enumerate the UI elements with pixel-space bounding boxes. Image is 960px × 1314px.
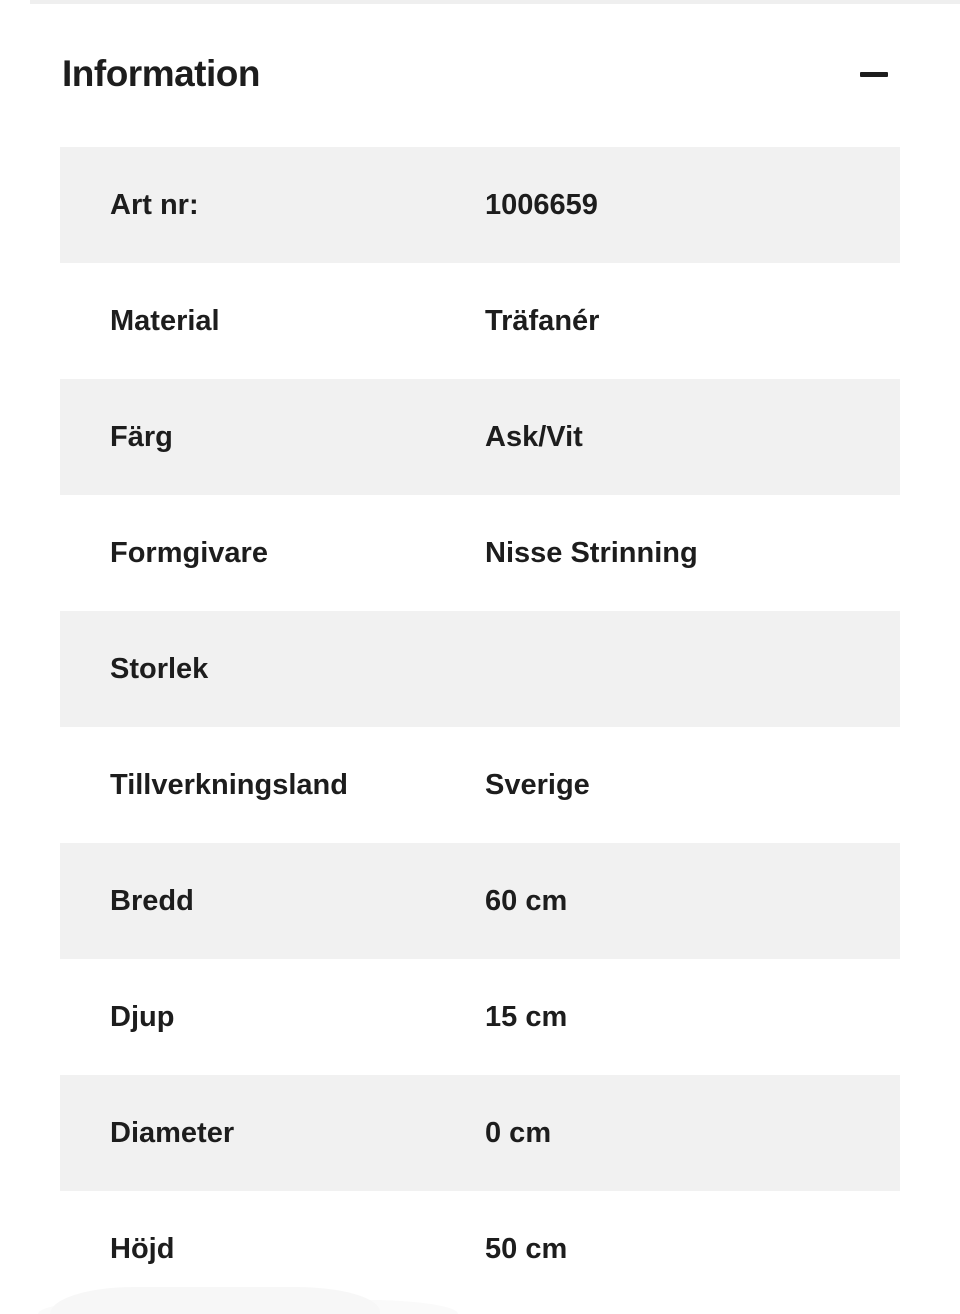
row-label: Formgivare	[110, 536, 268, 569]
row-label: Material	[110, 304, 220, 337]
next-section-edge	[50, 1287, 380, 1314]
row-value: 15 cm	[485, 1000, 568, 1033]
table-row	[60, 843, 900, 959]
table-row	[60, 727, 900, 843]
table-row	[60, 611, 900, 727]
row-value: 60 cm	[485, 884, 568, 917]
row-value: 50 cm	[485, 1232, 568, 1265]
table-row	[60, 379, 900, 495]
top-divider	[30, 0, 960, 4]
table-row	[60, 959, 900, 1075]
row-label: Art nr:	[110, 188, 199, 221]
row-label: Bredd	[110, 884, 194, 917]
row-label: Färg	[110, 420, 173, 453]
row-value: 1006659	[485, 188, 598, 221]
product-info-table	[60, 147, 900, 1307]
row-value: Ask/Vit	[485, 420, 583, 453]
row-value: Sverige	[485, 768, 590, 801]
row-value: 0 cm	[485, 1116, 552, 1149]
table-row	[60, 147, 900, 263]
table-row	[60, 263, 900, 379]
section-title: Information	[62, 52, 260, 94]
table-row	[60, 1075, 900, 1191]
information-accordion-header[interactable]	[62, 44, 888, 104]
row-label: Höjd	[110, 1232, 175, 1265]
row-value: Träfanér	[485, 304, 600, 337]
row-label: Storlek	[110, 652, 209, 685]
table-row	[60, 495, 900, 611]
minus-icon	[860, 72, 888, 77]
row-value: Nisse Strinning	[485, 536, 698, 569]
collapse-toggle-button[interactable]	[860, 64, 888, 85]
row-label: Diameter	[110, 1116, 235, 1149]
row-label: Djup	[110, 1000, 175, 1033]
row-label: Tillverkningsland	[110, 768, 348, 801]
